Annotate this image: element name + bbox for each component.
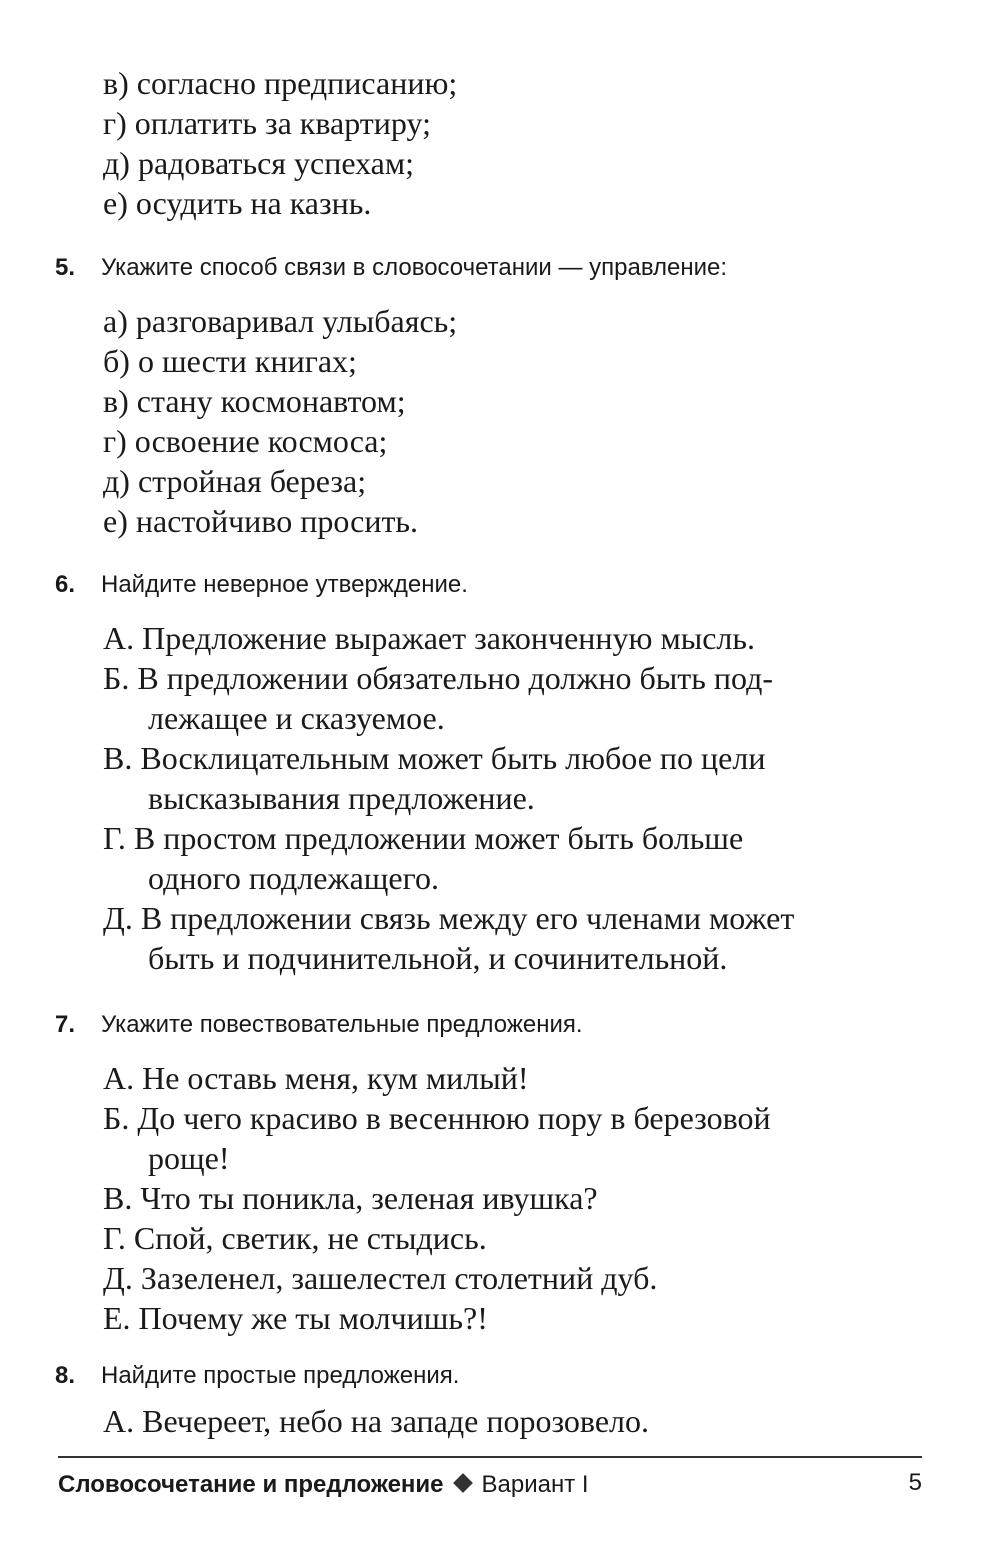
q6-option-v: В. Восклицательным может быть любое по цели [103,740,766,776]
q7-option-a: А. Не оставь меня, кум милый! [103,1060,529,1096]
diamond-icon [453,1473,473,1493]
footer-variant: Вариант I [481,1471,589,1498]
q5-option-g: г) освоение космоса; [103,423,388,459]
q5-option-a: а) разговаривал улыбаясь; [103,303,458,339]
q5-option-d: д) стройная береза; [103,463,367,499]
option-g: г) оплатить за квартиру; [103,105,431,141]
question-6-prompt: 6. Найдите неверное утверждение. [55,571,468,598]
q7-option-b-cont: роще! [148,1140,230,1176]
option-d: д) радоваться успехам; [103,145,415,181]
q5-option-b: б) о шести книгах; [103,343,357,379]
q6-option-b-cont: лежащее и сказуемое. [148,700,445,736]
q7-option-e: Е. Почему же ты молчишь?! [103,1300,488,1336]
question-8-prompt: 8. Найдите простые предложения. [55,1362,460,1389]
q8-option-a: А. Вечереет, небо на западе порозовело. [103,1403,649,1439]
q5-option-v: в) стану космонавтом; [103,383,406,419]
question-7-prompt: 7. Укажите повествовательные предложения. [55,1011,583,1038]
q7-option-v: В. Что ты поникла, зеленая ивушка? [103,1180,598,1216]
q6-option-d-cont: быть и подчинительной, и сочинительной. [148,940,728,976]
q6-option-a: А. Предложение выражает законченную мысль. [103,620,755,656]
q6-option-g: Г. В простом предложении может быть больше [103,820,744,856]
option-e: е) осудить на казнь. [103,185,372,221]
q5-option-e: е) настойчиво просить. [103,503,419,539]
q6-option-g-cont: одного подлежащего. [148,860,439,896]
q7-option-d: Д. Зазеленел, зашелестел столетний дуб. [103,1260,658,1296]
running-footer [58,1470,589,1500]
q6-option-v-cont: высказывания предложение. [148,780,535,816]
q7-option-g: Г. Спой, светик, не стыдись. [103,1220,487,1256]
footer-topic: Словосочетание и предложение [58,1471,444,1498]
page-number: 5 [908,1469,922,1496]
footer-divider [58,1456,922,1458]
option-v: в) согласно предписанию; [103,65,458,101]
q6-option-b: Б. В предложении обязательно должно быть под- [103,660,773,696]
q7-option-b: Б. До чего красиво в весеннюю пору в березовой [103,1100,771,1136]
question-5-prompt: 5. Укажите способ связи в словосочетании — управление: [55,254,728,281]
q6-option-d: Д. В предложении связь между его членами может [103,900,795,936]
